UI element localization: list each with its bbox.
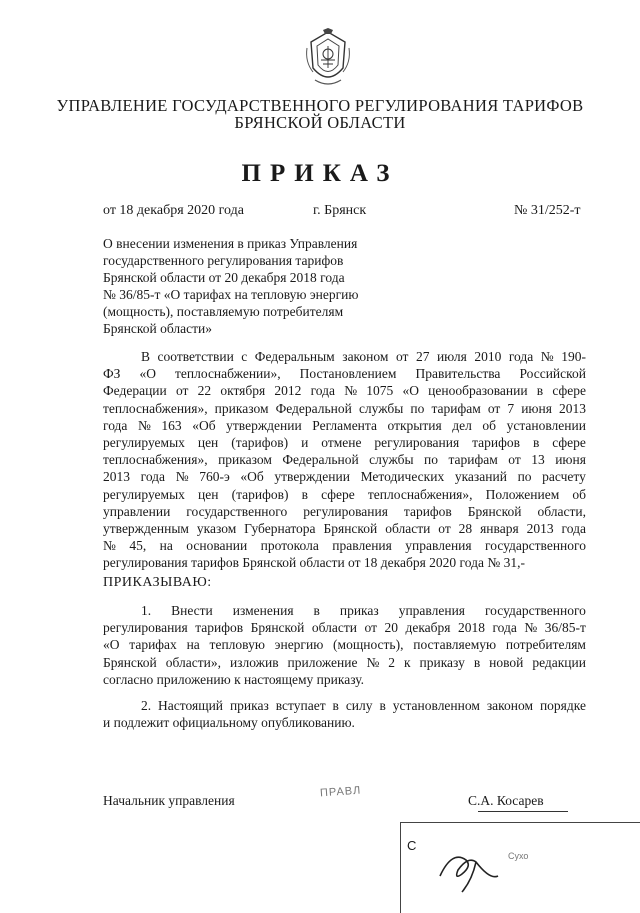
copy-stamp-mark: С	[407, 838, 417, 853]
paragraph-line: регулирования тарифов Брянской области от 20 декабря 2018 года № 36/85-т	[103, 620, 586, 636]
paragraph-line: регулируемых цен (тарифов) и отмене регулирования тарифов в сфере	[103, 434, 586, 450]
item-2-paragraph	[103, 697, 586, 731]
order-city: г. Брянск	[313, 203, 367, 218]
order-number: № 31/252-т	[514, 203, 581, 218]
paragraph-line: Федерации от 22 октября 2012 года № 1075 «О ценообразовании в сфере	[103, 383, 586, 399]
paragraph-line: регулируемых цен (тарифов) в сфере теплоснабжения», Положением об	[103, 486, 586, 502]
paragraph-line: 2. Настоящий приказ вступает в силу в установленном законом порядке	[141, 698, 586, 713]
paragraph-line: ФЗ «О теплоснабжении», Постановлением Правительства Российской	[103, 366, 586, 382]
paragraph-line: «О тарифах на тепловую энергию (мощность), поставляемую потребителям	[103, 637, 586, 653]
paragraph-line: управлении государственного регулирования тарифов Брянской области,	[103, 503, 586, 519]
paragraph-line: теплоснабжения», приказом Федеральной службы по тарифам от 13 июня	[103, 452, 586, 468]
order-subject	[103, 235, 403, 337]
paragraph-line: В соответствии с Федеральным законом от 27 июля 2010 года № 190-	[141, 349, 586, 364]
item-1-paragraph	[103, 602, 586, 688]
document-title: ПРИКАЗ	[241, 160, 399, 187]
order-date: от 18 декабря 2020 года	[103, 203, 244, 218]
paragraph-line: 2013 года № 760-э «Об утверждении Методических указаний по расчету	[103, 469, 586, 485]
paragraph-line: утвержденным указом Губернатора Брянской области от 28 января 2013 года	[103, 520, 586, 536]
paragraph-line: года № 163 «Об утверждении Регламента открытия дел об установлении	[103, 417, 586, 433]
paragraph-line: Брянской области», изложив приложение № 2 к приказу в новой редакции	[103, 654, 586, 670]
paragraph-line: и подлежит официальному опубликованию.	[103, 715, 355, 731]
paragraph-line: № 45, на основании протокола правления управления государственного	[103, 538, 586, 554]
signature-underline	[478, 811, 568, 812]
organization-name-line2: БРЯНСКОЙ ОБЛАСТИ	[234, 113, 406, 132]
signatory-name: С.А. Косарев	[468, 793, 544, 808]
subject-line: государственного регулирования тарифов	[103, 253, 344, 268]
signatory-position: Начальник управления	[103, 793, 235, 808]
subject-line: О внесении изменения в приказ Управления	[103, 236, 358, 251]
handwritten-signature	[432, 846, 502, 896]
resolve-heading: ПРИКАЗЫВАЮ:	[103, 575, 212, 590]
subject-line: (мощность), поставляемую потребителям	[103, 304, 344, 319]
subject-line: Брянской области от 20 декабря 2018 года	[103, 270, 345, 285]
coat-of-arms-emblem	[303, 28, 353, 90]
basis-paragraph	[103, 348, 586, 571]
paragraph-line: 1. Внести изменения в приказ управления государственного	[141, 603, 586, 618]
organization-name-line1: УПРАВЛЕНИЕ ГОСУДАРСТВЕННОГО РЕГУЛИРОВАНИЯ ТАРИФОВ	[56, 96, 584, 115]
paragraph-line: регулирования тарифов Брянской области от 18 декабря 2020 года № 31,-	[103, 555, 525, 571]
paragraph-line: теплоснабжения», приказом Федеральной службы по тарифам от 7 июня 2013	[103, 400, 586, 416]
paragraph-line: согласно приложению к настоящему приказу.	[103, 671, 365, 687]
copy-stamp-verify-text: Сухо	[508, 851, 529, 861]
faint-stamp-text: ПРАВЛ	[319, 784, 362, 800]
subject-line: № 36/85-т «О тарифах на тепловую энергию	[103, 287, 359, 302]
subject-line: Брянской области»	[103, 321, 213, 336]
